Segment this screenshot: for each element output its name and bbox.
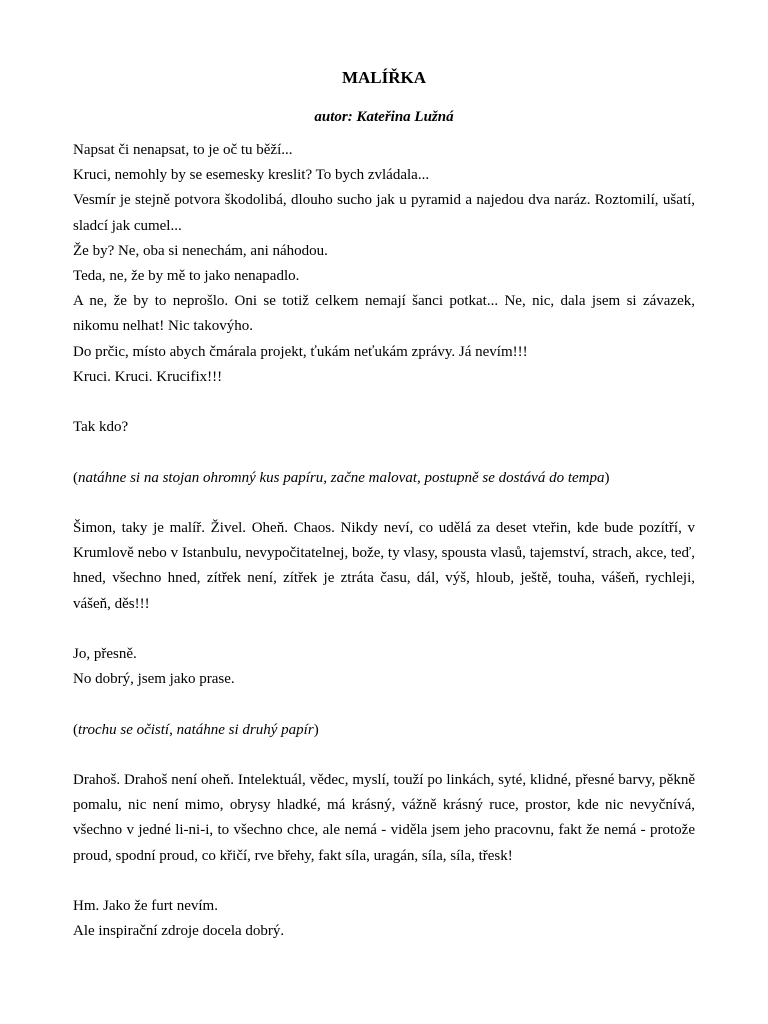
text-line: Teda, ne, že by mě to jako nenapadlo. <box>73 268 300 285</box>
text-paragraph: Šimon, taky je malíř. Živel. Oheň. Chaos. Nikdy neví, co udělá za deset vteřin, kde bude pozítří, v Krumlově nebo v Istanbulu, nevypočitatelnej, bože, ty vlasy, spousta vlasů, tajemství, strach, akce, teď, hned, všechno hned, zítřek není, zítřek je ztráta času, dál, výš, hloub, ještě, touha, vášeň, rychleji, vášeň, děs!!! <box>73 520 695 612</box>
document-author: autor: Kateřina Lužná <box>314 109 454 125</box>
text-line: Že by? Ne, oba si nenechám, ani náhodou. <box>73 242 328 259</box>
paragraph-gap <box>73 692 695 717</box>
stage-direction-close: ) <box>313 721 319 738</box>
stage-direction-open: ( <box>73 721 78 738</box>
text-line: Kruci, nemohly by se esemesky kreslit? To bych zvládala... <box>73 167 430 184</box>
text-line: Kruci. Kruci. Krucifix!!! <box>73 368 223 385</box>
paragraph-gap <box>73 617 695 642</box>
document-body <box>73 138 695 944</box>
stage-direction-text: trochu se očistí, natáhne si druhý papír <box>78 721 314 738</box>
text-paragraph: A ne, že by to neprošlo. Oni se totiž celkem nemají šanci potkat... Ne, nic, dala jsem si závazek, nikomu nelhat! Nic takovýho. <box>73 293 695 335</box>
text-line: Tak kdo? <box>73 419 129 436</box>
paragraph-gap <box>73 440 695 465</box>
stage-direction <box>73 466 695 491</box>
paragraph-gap <box>73 491 695 516</box>
paragraph-gap <box>73 390 695 415</box>
text-paragraph: Vesmír je stejně potvora škodolibá, dlouho sucho jak u pyramid a najedou dva naráz. Roztomilí, ušatí, sladcí jak cumel... <box>73 192 695 234</box>
text-line: No dobrý, jsem jako prase. <box>73 671 235 688</box>
document-title: MALÍŘKA <box>341 68 427 87</box>
stage-direction-close: ) <box>604 469 610 486</box>
text-line: Hm. Jako že furt nevím. <box>73 897 218 914</box>
text-line: Ale inspirační zdroje docela dobrý. <box>73 923 285 940</box>
text-line: Jo, přesně. <box>73 646 137 662</box>
text-line: Napsat či nenapsat, to je oč tu běží... <box>73 142 293 158</box>
text-paragraph: Drahoš. Drahoš není oheň. Intelektuál, vědec, myslí, touží po linkách, syté, klidné, přesné barvy, pěkně pomalu, nic není mimo, obrysy hladké, má krásný, vážně krásný ruce, prostor, kde nic nevyčnívá, všechno v jedné li-ni-i, to všechno chce, ale nemá - viděla jsem jeho pracovnu, fakt že nemá - protože proud, spodní proud, co křičí, rve břehy, fakt síla, uragán, síla, síla, třesk! <box>73 771 695 864</box>
paragraph-gap <box>73 743 695 768</box>
stage-direction-text: natáhne si na stojan ohromný kus papíru, začne malovat, postupně se dostává do tempa <box>78 469 605 486</box>
paragraph-gap <box>73 869 695 894</box>
stage-direction-open: ( <box>73 469 78 486</box>
stage-direction <box>73 718 695 743</box>
text-line: Do prčic, místo abych čmárala projekt, ťukám neťukám zprávy. Já nevím!!! <box>73 343 528 360</box>
